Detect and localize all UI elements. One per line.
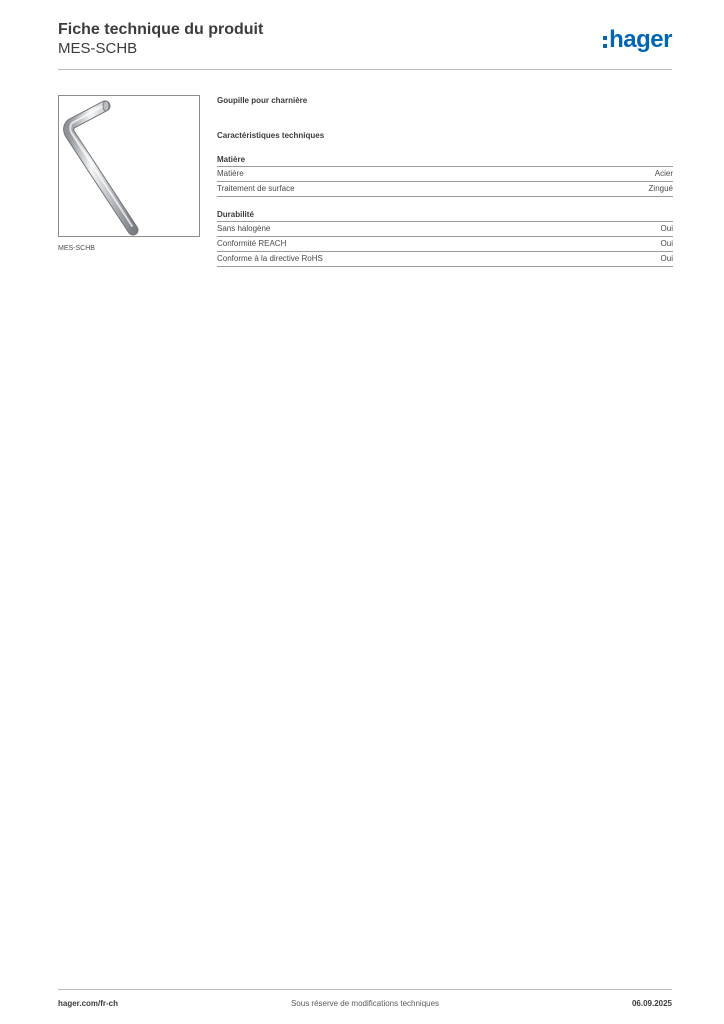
spec-label: Sans halogène — [217, 224, 271, 233]
spec-value: Acier — [654, 169, 673, 178]
spec-group-durability — [217, 209, 673, 267]
hinge-pin-icon — [59, 96, 199, 236]
spec-value: Zingué — [648, 184, 673, 193]
spec-label: Conformité REACH — [217, 239, 287, 248]
hager-logo — [603, 26, 672, 54]
image-caption: MES-SCHB — [58, 245, 95, 252]
spec-label: Matière — [217, 169, 244, 178]
logo-colon-icon — [603, 36, 607, 48]
document-title: Fiche technique du produit — [58, 21, 264, 38]
spec-label: Traitement de surface — [217, 184, 295, 193]
spec-row — [217, 167, 673, 182]
spec-value: Oui — [660, 239, 673, 248]
spec-group-material — [217, 154, 673, 197]
footer-date: 06.09.2025 — [631, 999, 672, 1008]
page-header — [58, 21, 672, 70]
specs-section-title: Caractéristiques techniques — [217, 131, 325, 140]
spec-row — [217, 222, 673, 237]
product-image — [58, 95, 200, 237]
spec-row — [217, 182, 673, 197]
footer-notice: Sous réserve de modifications techniques — [290, 999, 440, 1008]
spec-value: Oui — [660, 254, 673, 263]
spec-group-title: Matière — [217, 154, 673, 167]
page-footer — [58, 989, 672, 1010]
spec-row — [217, 252, 673, 267]
product-reference: MES-SCHB — [58, 40, 138, 57]
logo-text: hager — [609, 26, 672, 53]
website-link[interactable]: hager.com/fr-ch — [58, 999, 119, 1008]
spec-value: Oui — [660, 224, 673, 233]
product-name: Goupille pour charnière — [217, 96, 308, 105]
spec-group-title: Durabilité — [217, 209, 673, 222]
spec-label: Conforme à la directive RoHS — [217, 254, 323, 263]
spec-row — [217, 237, 673, 252]
